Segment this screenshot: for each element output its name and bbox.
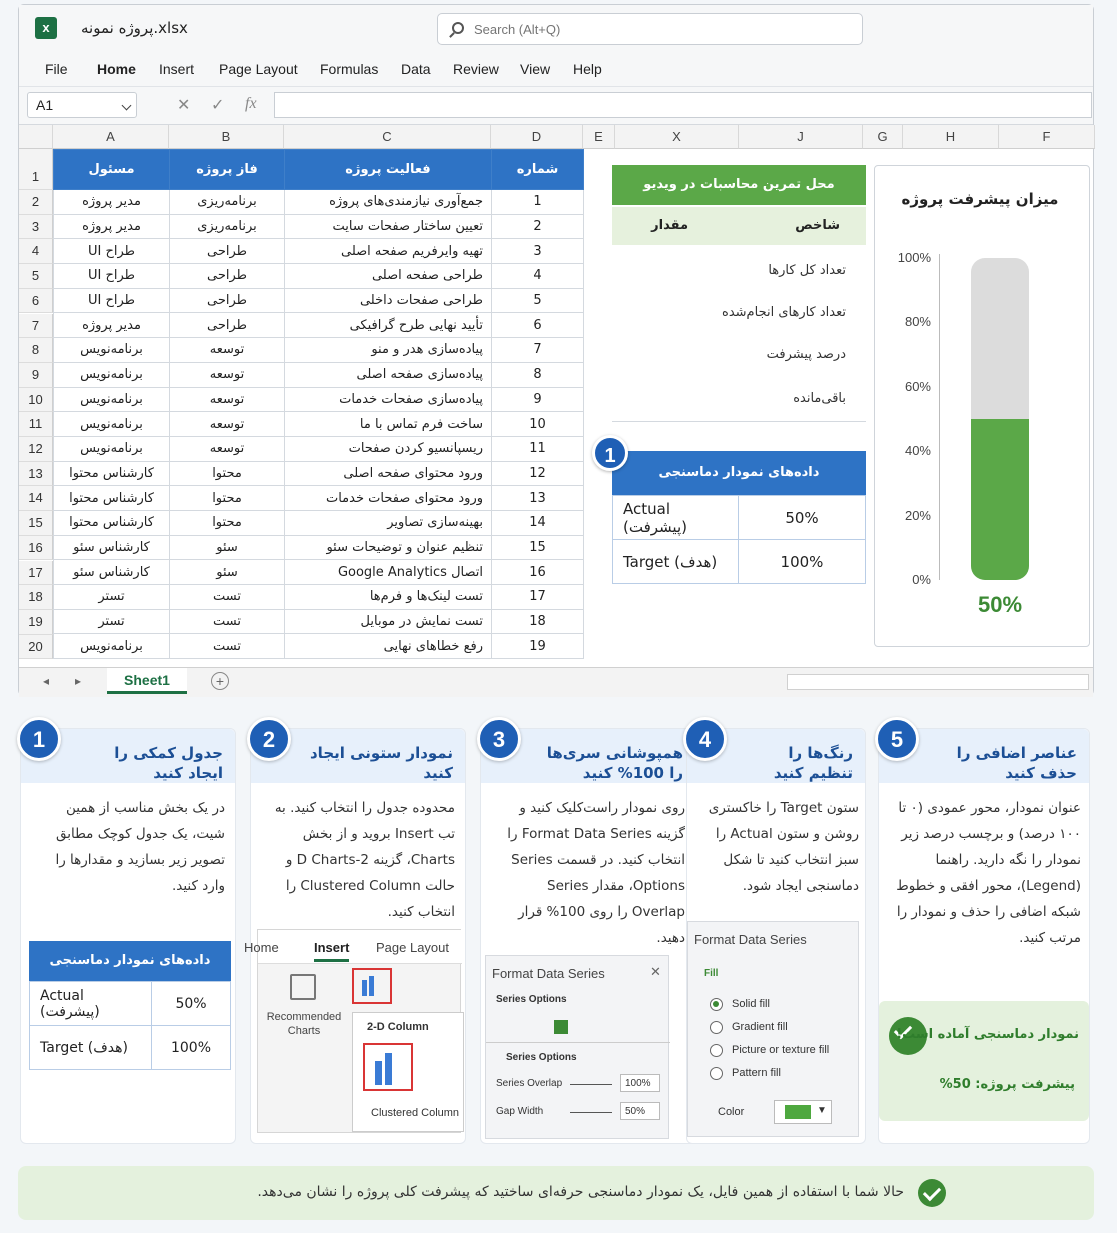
overlap-label: Series Overlap	[496, 1078, 563, 1089]
menu-view[interactable]: View	[520, 61, 551, 77]
cell-number[interactable]: 2	[492, 214, 584, 239]
row-header[interactable]: 16	[19, 536, 53, 561]
cell-phase[interactable]: سئو	[170, 535, 285, 560]
y-tick-label: 60%	[904, 378, 931, 394]
cell-owner[interactable]: برنامه‌نویس	[54, 436, 170, 461]
cell-task[interactable]: تنظیم عنوان و توضیحات سئو	[285, 535, 492, 560]
kpi-header-row	[612, 207, 866, 245]
horizontal-scrollbar[interactable]	[787, 674, 1089, 690]
cell-owner[interactable]: برنامه‌نویس	[54, 412, 170, 437]
col-header-c[interactable]: C	[284, 125, 491, 149]
step-5-badge: 5	[875, 717, 919, 761]
row-header[interactable]: 6	[19, 289, 53, 314]
cell-phase[interactable]: تست	[170, 585, 285, 610]
excel-window	[18, 4, 1094, 696]
step1-table	[29, 981, 231, 1070]
clustered-column-label: Clustered Column	[371, 1107, 460, 1119]
ribbon-tab-insert[interactable]: Insert	[314, 940, 349, 962]
cell-phase[interactable]: طراحی	[170, 288, 285, 313]
cell-task[interactable]: جمع‌آوری نیازمندی‌های پروژه	[285, 190, 492, 215]
column-chart-icon-bar	[369, 976, 374, 996]
step-3-title: همپوشانی سری‌ها را 100% کنید	[481, 729, 695, 783]
col-header-h[interactable]: H	[903, 125, 999, 149]
overlap-input[interactable]: 100%	[620, 1074, 660, 1092]
helper-target-value[interactable]: 100%	[739, 540, 866, 584]
cell-task[interactable]: تست لینک‌ها و فرم‌ها	[285, 585, 492, 610]
cell-number[interactable]: 14	[492, 510, 584, 535]
sheet-tabs-bar	[19, 667, 1093, 697]
cell-task[interactable]: اتصال Google Analytics	[285, 560, 492, 585]
cell-number[interactable]: 12	[492, 461, 584, 486]
cell-owner[interactable]: برنامه‌نویس	[54, 338, 170, 363]
cell-number[interactable]: 3	[492, 239, 584, 264]
radio-pattern-fill[interactable]	[710, 1067, 723, 1080]
y-tick-label: 80%	[904, 314, 931, 330]
helper-table	[612, 495, 866, 584]
menu-formulas[interactable]: Formulas	[320, 61, 379, 77]
cell-owner[interactable]: کارشناس محتوا	[54, 461, 170, 486]
step-2-title: نمودار ستونی ایجاد کنید	[251, 729, 465, 783]
chevron-down-icon[interactable]	[122, 101, 132, 111]
step-2-badge: 2	[247, 717, 291, 761]
cell-owner[interactable]: مدیر پروژه	[54, 190, 170, 215]
fds3-section: Series Options	[506, 1052, 577, 1063]
chart-data-label: 50%	[977, 592, 1023, 617]
ribbon-tab-home[interactable]: Home	[244, 940, 279, 955]
recommended-charts-icon[interactable]	[290, 974, 316, 1000]
table-row	[54, 214, 584, 239]
col-header-j[interactable]: J	[739, 125, 863, 149]
y-tick-label: 20%	[904, 507, 931, 523]
cell-owner[interactable]: مدیر پروژه	[54, 214, 170, 239]
cell-task[interactable]: بهینه‌سازی تصاویر	[285, 510, 492, 535]
clustered-column-option[interactable]	[363, 1043, 413, 1091]
menu-data[interactable]: Data	[401, 61, 431, 77]
cell-owner[interactable]: کارشناس محتوا	[54, 510, 170, 535]
menu-home[interactable]: Home	[97, 61, 136, 77]
step-card-5	[878, 728, 1090, 1144]
sheet-tab-sheet1[interactable]: Sheet1	[107, 668, 187, 694]
cell-task[interactable]: ورود محتوای صفحات خدمات	[285, 486, 492, 511]
cell-phase[interactable]: برنامه‌ریزی	[170, 190, 285, 215]
cell-number[interactable]: 15	[492, 535, 584, 560]
cell-number[interactable]: 18	[492, 609, 584, 634]
table-row	[54, 585, 584, 610]
kpi-item-total: تعداد کل کارها	[768, 263, 846, 278]
excel-logo-icon: x	[35, 17, 57, 39]
column-chart-button[interactable]	[352, 968, 392, 1004]
step-card-3	[480, 728, 696, 1144]
kpi-col-value: مقدار	[651, 218, 688, 233]
header-phase[interactable]: فاز پروژه	[170, 150, 285, 190]
cell-task[interactable]: رفع خطاهای نهایی	[285, 634, 492, 659]
header-task[interactable]: فعالیت پروژه	[285, 150, 492, 190]
gap-label: Gap Width	[496, 1106, 544, 1117]
step-4-badge: 4	[683, 717, 727, 761]
cell-number[interactable]: 6	[492, 313, 584, 338]
table-row	[54, 190, 584, 215]
menu-bar	[19, 51, 1093, 87]
step1-table-title: داده‌های نمودار دماسنجی	[29, 941, 231, 981]
step-card-2	[244, 727, 466, 1144]
name-box-value: A1	[36, 97, 54, 113]
radio-gradient-fill[interactable]	[710, 1021, 723, 1034]
step1-actual-label: Actual (پیشرفت)	[30, 982, 152, 1026]
cell-owner[interactable]: تستر	[54, 609, 170, 634]
col-header-b[interactable]: B	[169, 125, 284, 149]
col-header-e[interactable]: E	[583, 125, 615, 149]
gap-slider[interactable]	[570, 1112, 612, 1113]
cell-task[interactable]: طراحی صفحه اصلی	[285, 264, 492, 289]
cell-phase[interactable]: طراحی	[170, 313, 285, 338]
row-header[interactable]: 4	[19, 239, 53, 264]
label-gradient-fill: Gradient fill	[732, 1021, 788, 1033]
row-header[interactable]: 12	[19, 437, 53, 462]
fds3-divider	[486, 1042, 670, 1043]
ribbon-screenshot	[244, 929, 461, 1133]
cell-phase[interactable]: توسعه	[170, 387, 285, 412]
menu-file[interactable]: File	[45, 61, 68, 77]
add-sheet-icon[interactable]: +	[211, 672, 229, 690]
close-icon[interactable]: ✕	[650, 964, 661, 979]
table-row	[54, 387, 584, 412]
prev-sheet-icon[interactable]: ◂	[43, 674, 50, 688]
cell-owner[interactable]: کارشناس سئو	[54, 560, 170, 585]
cell-phase[interactable]: توسعه	[170, 412, 285, 437]
step1-row-actual	[30, 982, 231, 1026]
cell-task[interactable]: پیاده‌سازی هدر و منو	[285, 338, 492, 363]
format-panel-overlap	[485, 955, 669, 1139]
header-owner[interactable]: مسئول	[54, 150, 170, 190]
step1-target-value: 100%	[152, 1026, 231, 1070]
color-picker[interactable]	[774, 1100, 832, 1124]
kpi-item-done: تعداد کارهای انجام‌شده	[722, 305, 846, 320]
cell-owner[interactable]: مدیر پروژه	[54, 313, 170, 338]
menu-help[interactable]: Help	[573, 61, 602, 77]
helper-row-target	[613, 540, 866, 584]
radio-picture-fill[interactable]	[710, 1044, 723, 1057]
cell-task[interactable]: تهیه وایرفریم صفحه اصلی	[285, 239, 492, 264]
gap-input[interactable]: 50%	[620, 1102, 660, 1120]
kpi-item-remaining: باقی‌مانده	[793, 391, 846, 406]
cell-task[interactable]: پیاده‌سازی صفحات خدمات	[285, 387, 492, 412]
col-header-d[interactable]: D	[491, 125, 583, 149]
clustered-column-icon	[375, 1061, 382, 1085]
cell-number[interactable]: 8	[492, 362, 584, 387]
bar-actual[interactable]	[971, 419, 1029, 580]
column-chart-icon	[362, 980, 367, 996]
row-header[interactable]: 9	[19, 363, 53, 388]
table-row	[54, 362, 584, 387]
column-dropdown	[352, 1012, 464, 1132]
cell-owner[interactable]: برنامه‌نویس	[54, 387, 170, 412]
row-header[interactable]: 10	[19, 388, 53, 413]
cell-phase[interactable]: محتوا	[170, 486, 285, 511]
y-tick-label: 0%	[912, 572, 931, 587]
step-card-1	[20, 728, 236, 1144]
cell-phase[interactable]: تست	[170, 609, 285, 634]
cell-task[interactable]: ساخت فرم تماس با ما	[285, 412, 492, 437]
row-header[interactable]: 15	[19, 511, 53, 536]
step1-row-target	[30, 1026, 231, 1070]
table-row	[54, 239, 584, 264]
table-row	[54, 560, 584, 585]
cell-phase[interactable]: محتوا	[170, 461, 285, 486]
cell-number[interactable]: 7	[492, 338, 584, 363]
cell-task[interactable]: تأیید نهایی طرح گرافیکی	[285, 313, 492, 338]
confirm-icon[interactable]: ✓	[211, 97, 225, 114]
table-header-row	[54, 150, 584, 190]
cell-owner[interactable]: برنامه‌نویس	[54, 362, 170, 387]
cell-task[interactable]: ورود محتوای صفحه اصلی	[285, 461, 492, 486]
recommended-charts-label[interactable]: Recommended Charts	[266, 1011, 342, 1037]
name-box[interactable]	[27, 92, 137, 118]
ribbon-tab-page-layout[interactable]: Page Layout	[376, 940, 450, 955]
step-5-title: عناصر اضافی را حذف کنید	[879, 729, 1089, 783]
cell-number[interactable]: 1	[492, 190, 584, 215]
table-row	[54, 288, 584, 313]
result-progress: پیشرفت پروژه: 50%	[939, 1077, 1075, 1092]
step-1-title: جدول کمکی را ایجاد کنید	[21, 729, 235, 783]
series-options-icon[interactable]	[554, 1020, 568, 1034]
row-header[interactable]: 7	[19, 314, 53, 339]
chart-title: میزان پیشرفت پروژه	[901, 190, 1059, 208]
result-box	[879, 1001, 1089, 1121]
cell-owner[interactable]: برنامه‌نویس	[54, 634, 170, 659]
col-header-g[interactable]: G	[863, 125, 903, 149]
cell-task[interactable]: ریسپانسیو کردن صفحات	[285, 436, 492, 461]
step-3-badge: 3	[477, 717, 521, 761]
cell-phase[interactable]: تست	[170, 634, 285, 659]
helper-actual-value[interactable]: 50%	[739, 496, 866, 540]
search-box[interactable]	[437, 13, 863, 45]
cell-task[interactable]: طراحی صفحات داخلی	[285, 288, 492, 313]
table-row	[54, 338, 584, 363]
label-solid-fill: Solid fill	[732, 998, 770, 1010]
thermometer-chart[interactable]	[874, 165, 1090, 647]
dropdown-arrow-icon: ▼	[817, 1105, 827, 1116]
title-bar	[19, 5, 1093, 51]
cell-phase[interactable]: محتوا	[170, 510, 285, 535]
step-2-body: محدوده جدول را انتخاب کنید. به تب Insert بروید و از بخش Charts، گزینه 2-D Charts و حالت Clustered Column را انتخاب کنید.	[274, 800, 455, 920]
row-header[interactable]: 11	[19, 412, 53, 437]
cell-phase[interactable]: توسعه	[170, 338, 285, 363]
footer-text: حالا شما با استفاده از همین فایل، یک نمودار دماسنجی حرفه‌ای ساختید که پیشرفت کلی پروژه را نشان می‌دهد.	[257, 1184, 904, 1200]
y-tick-label: 100%	[897, 250, 931, 265]
header-number[interactable]: شماره	[492, 150, 584, 190]
helper-title: داده‌های نمودار دماسنجی	[612, 451, 866, 495]
cell-phase[interactable]: طراحی	[170, 239, 285, 264]
menu-page-layout[interactable]: Page Layout	[219, 61, 298, 77]
label-pattern-fill: Pattern fill	[732, 1067, 781, 1079]
column-2d-label: 2-D Column	[367, 1021, 429, 1033]
cell-number[interactable]: 4	[492, 264, 584, 289]
table-row	[54, 436, 584, 461]
check-circle-icon	[918, 1179, 946, 1207]
search-icon	[452, 22, 464, 34]
row-header[interactable]: 3	[19, 215, 53, 240]
cell-phase[interactable]: توسعه	[170, 362, 285, 387]
label-picture-fill: Picture or texture fill	[732, 1044, 830, 1056]
helper-target-label[interactable]: Target (هدف)	[613, 540, 739, 584]
cell-phase[interactable]: طراحی	[170, 264, 285, 289]
cancel-icon[interactable]: ✕	[177, 97, 191, 114]
search-input[interactable]	[474, 18, 834, 40]
step-5-body: عنوان نمودار، محور عمودی (۰ تا ۱۰۰ درصد) و برچسب درصد زیر نمودار را نگه دارید. راهنما (Legend)، محور افقی و خطوط شبکه اضافی را حذف و نمودار را مرتب کنید.	[896, 800, 1081, 946]
y-tick-label: 40%	[904, 443, 931, 459]
col-header-a[interactable]: A	[53, 125, 169, 149]
row-header[interactable]: 2	[19, 190, 53, 215]
cell-owner[interactable]: طراح UI	[54, 239, 170, 264]
cell-number[interactable]: 19	[492, 634, 584, 659]
step1-actual-value: 50%	[152, 982, 231, 1026]
step-card-4	[686, 728, 866, 1144]
step-1-badge: 1	[17, 717, 61, 761]
cell-number[interactable]: 17	[492, 585, 584, 610]
cell-phase[interactable]: برنامه‌ریزی	[170, 214, 285, 239]
kpi-title: محل تمرین محاسبات در ویدیو	[612, 165, 866, 205]
step-4-title: رنگ‌ها را تنظیم کنید	[687, 729, 865, 783]
result-title: نمودار دماسنجی آماده است!	[896, 1027, 1079, 1042]
row-header[interactable]: 14	[19, 486, 53, 511]
menu-insert[interactable]: Insert	[159, 61, 195, 77]
cell-number[interactable]: 11	[492, 436, 584, 461]
cell-task[interactable]: تعیین ساختار صفحات سایت	[285, 214, 492, 239]
radio-solid-fill[interactable]	[710, 998, 723, 1011]
row-header[interactable]: 1	[19, 149, 53, 190]
cell-phase[interactable]: سئو	[170, 560, 285, 585]
cell-owner[interactable]: طراح UI	[54, 288, 170, 313]
cell-task[interactable]: تست نمایش در موبایل	[285, 609, 492, 634]
cell-number[interactable]: 13	[492, 486, 584, 511]
table-row	[54, 535, 584, 560]
fds4-section: Fill	[704, 968, 719, 979]
formula-input[interactable]	[274, 92, 1092, 118]
table-row	[54, 634, 584, 659]
project-table	[53, 149, 584, 659]
kpi-item-percent: درصد پیشرفت	[766, 347, 846, 362]
step1-target-label: Target (هدف)	[30, 1026, 152, 1070]
format-panel-fill	[687, 921, 859, 1137]
document-title: پروژه نمونه.xlsx	[81, 19, 188, 37]
col-header-x[interactable]: X	[615, 125, 739, 149]
table-row	[54, 313, 584, 338]
next-sheet-icon[interactable]: ▸	[75, 674, 82, 688]
cell-owner[interactable]: طراح UI	[54, 264, 170, 289]
table-row	[54, 461, 584, 486]
kpi-col-metric: شاخص	[795, 218, 840, 233]
helper-badge: 1	[592, 435, 628, 471]
color-label: Color	[718, 1106, 745, 1118]
footer-banner	[18, 1166, 1094, 1220]
cell-number[interactable]: 9	[492, 387, 584, 412]
row-header[interactable]: 18	[19, 585, 53, 610]
row-header[interactable]: 8	[19, 338, 53, 363]
step-1-body: در یک بخش مناسب از همین شیت، یک جدول کوچک مطابق تصویر زیر بسازید و مقدارها را وارد کنید.	[55, 800, 225, 894]
cell-task[interactable]: پیاده‌سازی صفحه اصلی	[285, 362, 492, 387]
row-header[interactable]: 20	[19, 635, 53, 660]
table-row	[54, 510, 584, 535]
row-header[interactable]: 19	[19, 610, 53, 635]
cell-number[interactable]: 16	[492, 560, 584, 585]
cell-owner[interactable]: کارشناس سئو	[54, 535, 170, 560]
step-3-body: روی نمودار راست‌کلیک کنید و گزینه Format Data Series را انتخاب کنید. در قسمت Series Options، مقدار Series Overlap را روی 100% قرار دهید.	[507, 800, 685, 946]
row-header[interactable]: 5	[19, 264, 53, 289]
overlap-slider[interactable]	[570, 1084, 612, 1085]
formula-bar	[19, 87, 1093, 125]
fds3-dropdown[interactable]: Series Options	[496, 994, 567, 1005]
table-row	[54, 486, 584, 511]
chart-y-axis	[939, 254, 940, 580]
fds4-title: Format Data Series	[694, 932, 807, 947]
color-swatch	[785, 1105, 811, 1119]
table-row	[54, 412, 584, 437]
helper-row-actual	[613, 496, 866, 540]
row-header[interactable]: 13	[19, 462, 53, 487]
cell-phase[interactable]: توسعه	[170, 436, 285, 461]
helper-actual-label[interactable]: Actual (پیشرفت)	[613, 496, 739, 540]
select-all-corner[interactable]	[19, 125, 53, 149]
table-row	[54, 609, 584, 634]
row-header[interactable]: 17	[19, 561, 53, 586]
kpi-divider	[612, 421, 866, 422]
function-icon[interactable]: fx	[245, 95, 257, 112]
cell-owner[interactable]: کارشناس محتوا	[54, 486, 170, 511]
cell-owner[interactable]: تستر	[54, 585, 170, 610]
ribbon-tabs	[244, 930, 462, 964]
cell-number[interactable]: 10	[492, 412, 584, 437]
cell-number[interactable]: 5	[492, 288, 584, 313]
clustered-column-icon-bar	[385, 1053, 392, 1085]
table-row	[54, 264, 584, 289]
fds3-title: Format Data Series	[492, 966, 605, 981]
col-header-f[interactable]: F	[999, 125, 1095, 149]
menu-review[interactable]: Review	[453, 61, 499, 77]
step-4-body: ستون Target را خاکستری روشن و ستون Actual را سبز انتخاب کنید تا شکل دماسنجی ایجاد شود.	[708, 800, 859, 894]
